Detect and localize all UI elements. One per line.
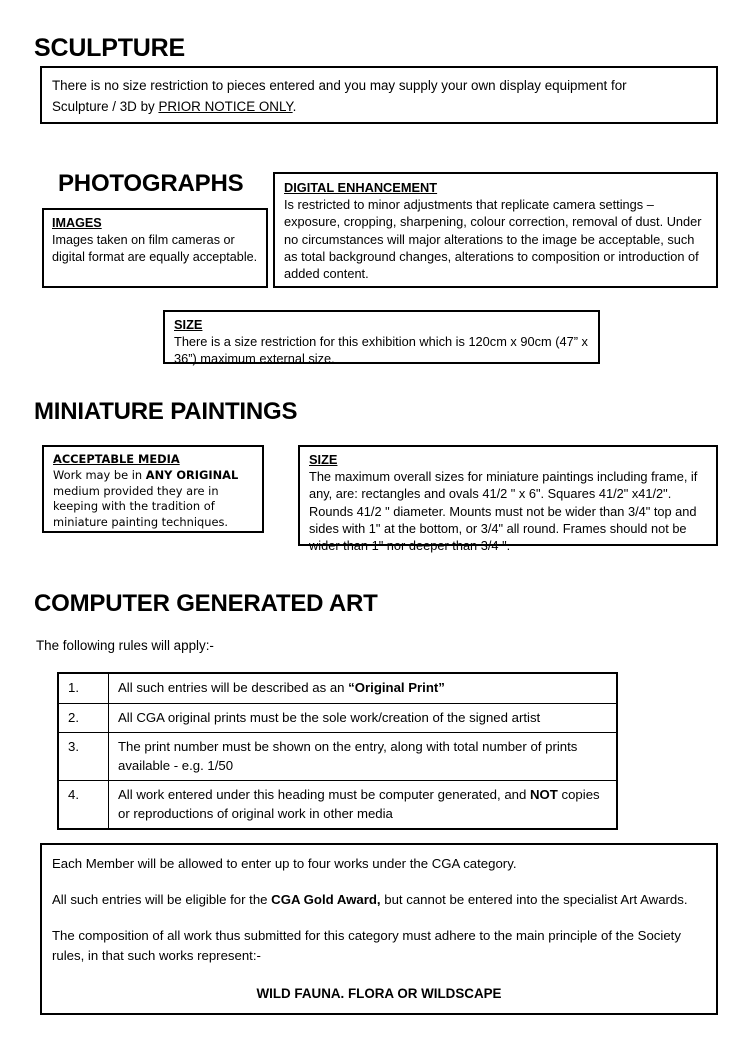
cga-gold-award-emphasis: CGA Gold Award, (271, 892, 381, 907)
miniature-size-content (300, 447, 716, 554)
miniature-any-original-emphasis: ANY ORIGINAL (145, 467, 239, 482)
sculpture-prior-notice-underline: PRIOR NOTICE ONLY (158, 99, 293, 114)
cga-note-paragraph-3: The composition of all work thus submitted for this category must adhere to the main principle of the Society rules, in that such works represent:- (52, 928, 681, 963)
photographs-digital-enhancement-text: Is restricted to minor adjustments that replicate camera settings – exposure, cropping, sharpening, colour correction, removal of dust. Under no circumstances will major alterations to the image be acceptable, such as total background changes, alterations to composition or introduction of added content. (284, 197, 702, 282)
cga-notes-footer: WILD FAUNA. FLORA OR WILDSCAPE (256, 986, 502, 1001)
photographs-size-text: There is a size restriction for this exhibition which is 120cm x 90cm (47” x 36”) maximum external size. (174, 334, 588, 366)
rule-number: 2. (58, 703, 109, 733)
table-row (58, 673, 617, 703)
rule-text (109, 733, 618, 781)
rule-text (109, 781, 618, 830)
photographs-size-title: SIZE (174, 317, 203, 332)
miniature-acceptable-media-text-pre: Work may be in (53, 467, 146, 482)
section-heading-photographs: PHOTOGRAPHS (58, 170, 244, 197)
photographs-images-title: IMAGES (52, 216, 102, 230)
photographs-digital-enhancement-box (273, 172, 718, 288)
sculpture-line-2-post: . (292, 99, 297, 114)
photographs-digital-enhancement-title: DIGITAL ENHANCEMENT (284, 180, 438, 195)
rule-text-pre: The print number must be shown on the entry, along with total number of prints available - e.g. 1/50 (118, 739, 578, 773)
sculpture-line-2-pre: Sculpture / 3D by (52, 99, 159, 114)
rule-number: 4. (58, 781, 109, 830)
cga-rules-table (57, 672, 618, 830)
table-row (58, 781, 617, 830)
miniature-acceptable-media-box (42, 445, 264, 533)
sculpture-line-1: There is no size restriction to pieces entered and you may supply your own display equipment for (52, 78, 627, 93)
cga-note-paragraph-1: Each Member will be allowed to enter up to four works under the CGA category. (52, 856, 517, 871)
section-heading-miniature-paintings: MINIATURE PAINTINGS (34, 398, 298, 425)
rule-number: 1. (58, 673, 109, 703)
photographs-digital-enhancement-content (275, 174, 716, 282)
rule-text-bold: “Original Print” (348, 680, 445, 695)
miniature-acceptable-media-title: ACCEPTABLE MEDIA (53, 452, 180, 466)
rule-text-pre: All CGA original prints must be the sole work/creation of the signed artist (118, 709, 541, 725)
photographs-images-text: Images taken on film cameras or digital format are equally acceptable. (52, 232, 258, 264)
miniature-acceptable-media-content (44, 447, 262, 531)
cga-note-2-post: but cannot be entered into the specialist Art Awards. (380, 892, 688, 907)
cga-note-2-pre: All such entries will be eligible for the (52, 892, 272, 907)
rule-number: 3. (58, 733, 109, 781)
miniature-size-title: SIZE (309, 452, 338, 467)
rule-text (109, 703, 618, 733)
rule-text-bold: NOT (530, 787, 558, 802)
cga-intro-text: The following rules will apply:- (36, 638, 214, 653)
miniature-acceptable-media-text-post: medium provided they are in keeping with the tradition of miniature painting techniques. (53, 483, 229, 530)
rule-text-post: copies or reproductions of original work in other media (118, 787, 600, 821)
table-row (58, 703, 617, 733)
photographs-images-box (42, 208, 268, 288)
table-row (58, 733, 617, 781)
sculpture-rules-text (42, 68, 716, 117)
section-heading-computer-generated-art: COMPUTER GENERATED ART (34, 590, 378, 617)
sculpture-rules-box (40, 66, 718, 124)
miniature-size-box (298, 445, 718, 554)
photographs-size-box (163, 310, 600, 364)
miniature-size-text: The maximum overall sizes for miniature paintings including frame, if any, are: rectangles and ovals 41/2 " x 6". Squares 41/2" x41/2". Rounds 41/2 " diameter. Mounts must not be wider than 3/4" top and sides with 1" at the bottom, or 3/4" all round. Frames should not be wider than 1" nor deeper than 3/4 ". (309, 469, 698, 554)
photographs-images-content (44, 210, 266, 265)
photographs-size-content (165, 312, 598, 367)
cga-note-paragraph-2 (52, 890, 706, 910)
rule-text-pre: All such entries will be described as an (118, 680, 349, 695)
cga-notes-content (42, 845, 716, 1004)
section-heading-sculpture: SCULPTURE (34, 34, 185, 62)
cga-notes-box (40, 843, 718, 1015)
rule-text (109, 673, 618, 703)
rule-text-pre: All work entered under this heading must be computer generated, and (118, 787, 530, 802)
